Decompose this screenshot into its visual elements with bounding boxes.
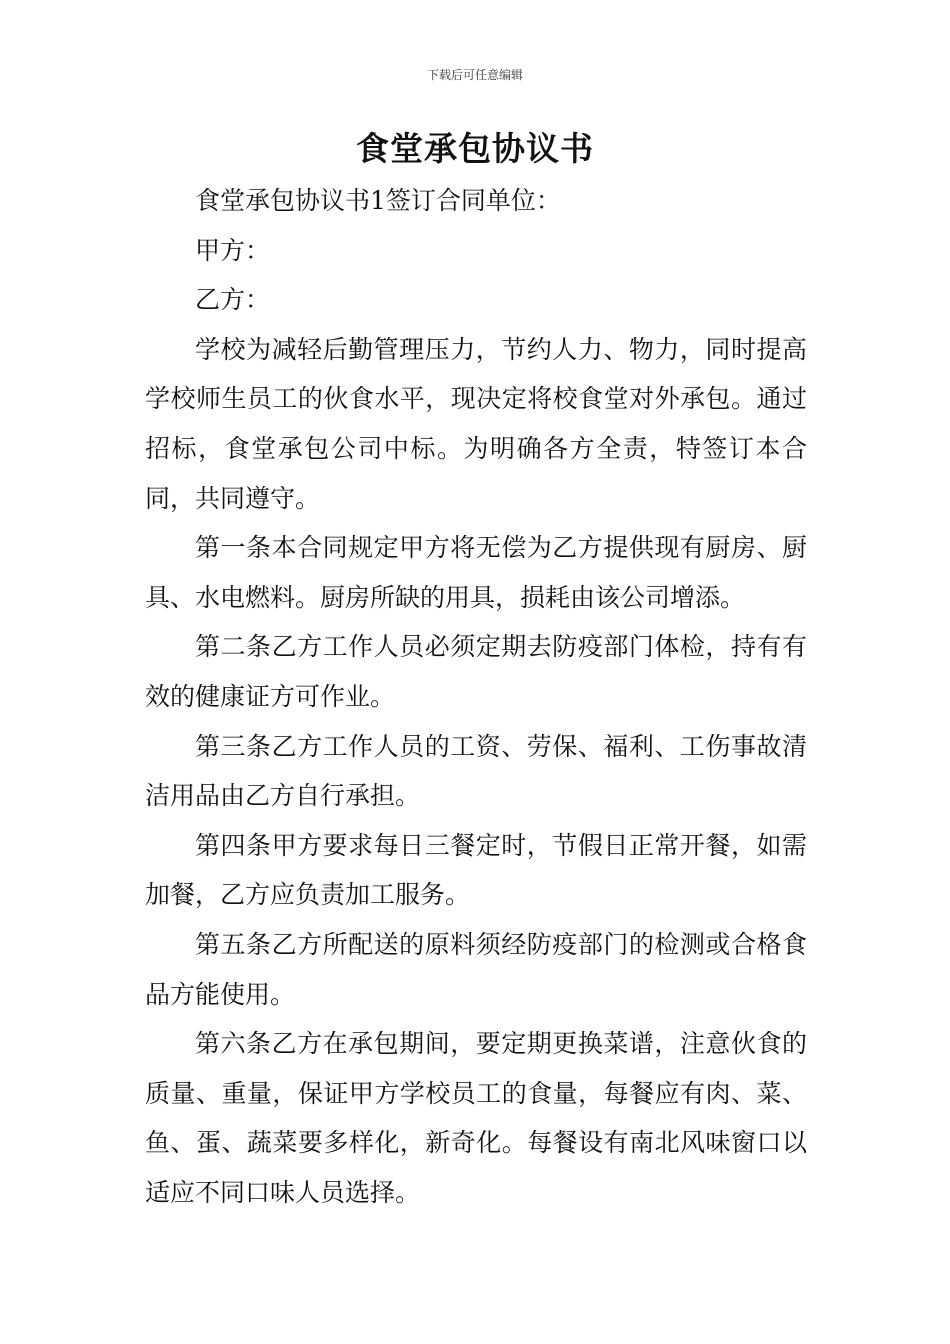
document-body <box>145 176 807 1217</box>
paragraph-party-b: 乙方： <box>195 285 271 315</box>
paragraph-article-2: 第二条乙方工作人员必须定期去防疫部门体检，持有有效的健康证方可作业。 <box>145 632 807 711</box>
header-note: 下载后可任意编辑 <box>426 68 523 82</box>
document-title: 食堂承包协议书 <box>356 129 594 168</box>
paragraph-party-a: 甲方： <box>195 235 271 265</box>
paragraph-article-3: 第三条乙方工作人员的工资、劳保、福利、工伤事故清洁用品由乙方自行承担。 <box>145 731 807 811</box>
paragraph-article-5: 第五条乙方所配送的原料须经防疫部门的检测或合格食品方能使用。 <box>145 929 807 1009</box>
paragraph-article-6: 第六条乙方在承包期间，要定期更换菜谱，注意伙食的质量、重量，保证甲方学校员工的食量，每餐应有肉、菜、鱼、蛋、蔬菜要多样化，新奇化。每餐设有南北风味窗口以适应不同口味人员选择。 <box>145 1029 807 1207</box>
paragraph-preamble: 学校为减轻后勤管理压力，节约人力、物力，同时提高学校师生员工的伙食水平，现决定将校食堂对外承包。通过招标，食堂承包公司中标。为明确各方全责，特签订本合同，共同遵守。 <box>145 334 807 513</box>
paragraph-article-1: 第一条本合同规定甲方将无偿为乙方提供现有厨房、厨具、水电燃料。厨房所缺的用具，损耗由该公司增添。 <box>145 533 807 612</box>
paragraph-article-4: 第四条甲方要求每日三餐定时，节假日正常开餐，如需加餐，乙方应负责加工服务。 <box>145 830 807 910</box>
paragraph-contract-parties: 食堂承包协议书1签订合同单位： <box>195 186 561 215</box>
